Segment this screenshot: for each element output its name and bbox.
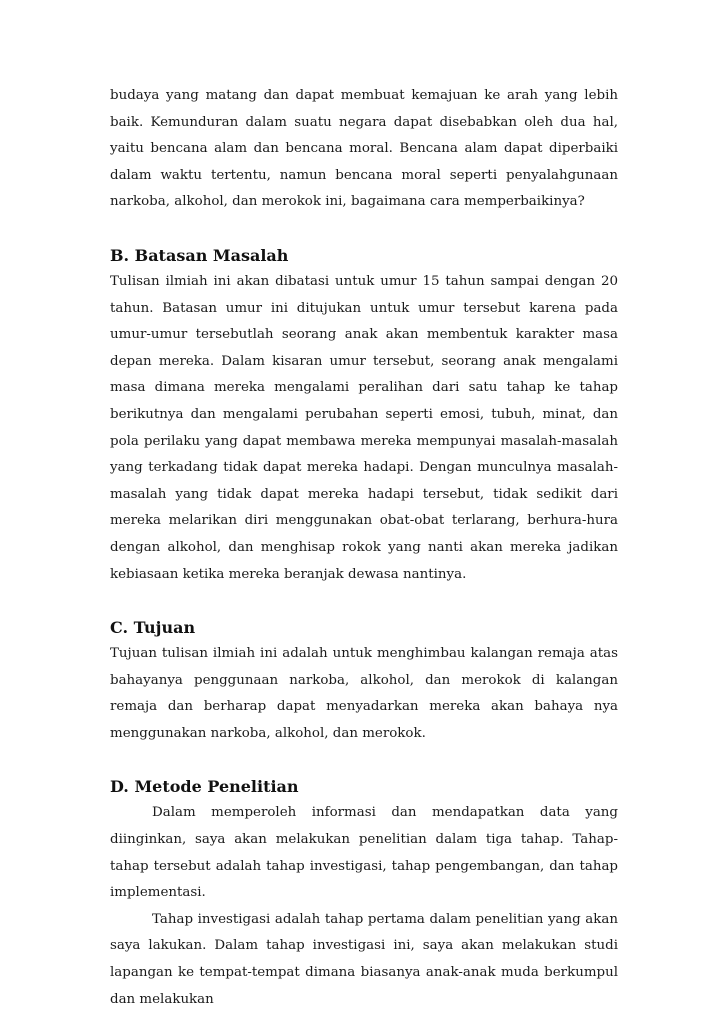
intro-paragraph: budaya yang matang dan dapat membuat kemajuan ke arah yang lebih baik. Kemunduran dalam suatu negara dapat disebabkan oleh dua hal, yaitu bencana alam dan bencana moral. Bencana alam dapat diperbaiki dalam waktu tertentu, namun bencana moral seperti penyalahgunaan narkoba, alkohol, dan merokok ini, bagaimana cara memperbaikinya?: [110, 88, 618, 210]
section-heading-batasan-masalah: B. Batasan Masalah: [110, 245, 289, 265]
spacer: [110, 588, 618, 615]
metode-paragraph-2: Tahap investigasi adalah tahap pertama dalam penelitian yang akan saya lakukan. Dalam tahap investigasi ini, saya akan melakukan studi lapangan ke tempat-tempat dimana biasanya anak-anak muda berkumpul dan melakukan: [110, 911, 618, 1007]
metode-paragraph-1: Dalam memperoleh informasi dan mendapatkan data yang diinginkan, saya akan melakukan penelitian dalam tiga tahap. Tahap-tahap tersebut adalah tahap investigasi, tahap pengembangan, dan tahap implementasi.: [110, 805, 618, 901]
section-heading-metode-penelitian: D. Metode Penelitian: [110, 777, 299, 797]
section-heading-tujuan: C. Tujuan: [110, 618, 196, 638]
spacer: [110, 747, 618, 774]
batasan-masalah-paragraph: Tulisan ilmiah ini akan dibatasi untuk umur 15 tahun sampai dengan 20 tahun. Batasan umur ini ditujukan untuk umur tersebut karena pada umur-umur tersebutlah seorang anak akan membentuk karakter masa depan mereka. Dalam kisaran umur tersebut, seorang anak mengalami masa dimana mereka mengalami peralihan dari satu tahap ke tahap berikutnya dan mengalami perubahan seperti emosi, tubuh, minat, dan pola perilaku yang dapat membawa mereka mempunyai masalah-masalah yang terkadang tidak dapat mereka hadapi. Dengan munculnya masalah-masalah yang tidak dapat mereka hadapi tersebut, tidak sedikit dari mereka melarikan diri menggunakan obat-obat terlarang, berhura-hura dengan alkohol, dan menghisap rokok yang nanti akan mereka jadikan kebiasaan ketika mereka beranjak dewasa nantinya.: [110, 273, 618, 582]
document-page: [110, 83, 618, 1013]
tujuan-paragraph: Tujuan tulisan ilmiah ini adalah untuk menghimbau kalangan remaja atas bahayanya penggunaan narkoba, alkohol, dan merokok di kalangan remaja dan berharap dapat menyadarkan mereka akan bahaya nya menggunakan narkoba, alkohol, dan merokok.: [110, 646, 618, 741]
spacer: [110, 216, 618, 243]
